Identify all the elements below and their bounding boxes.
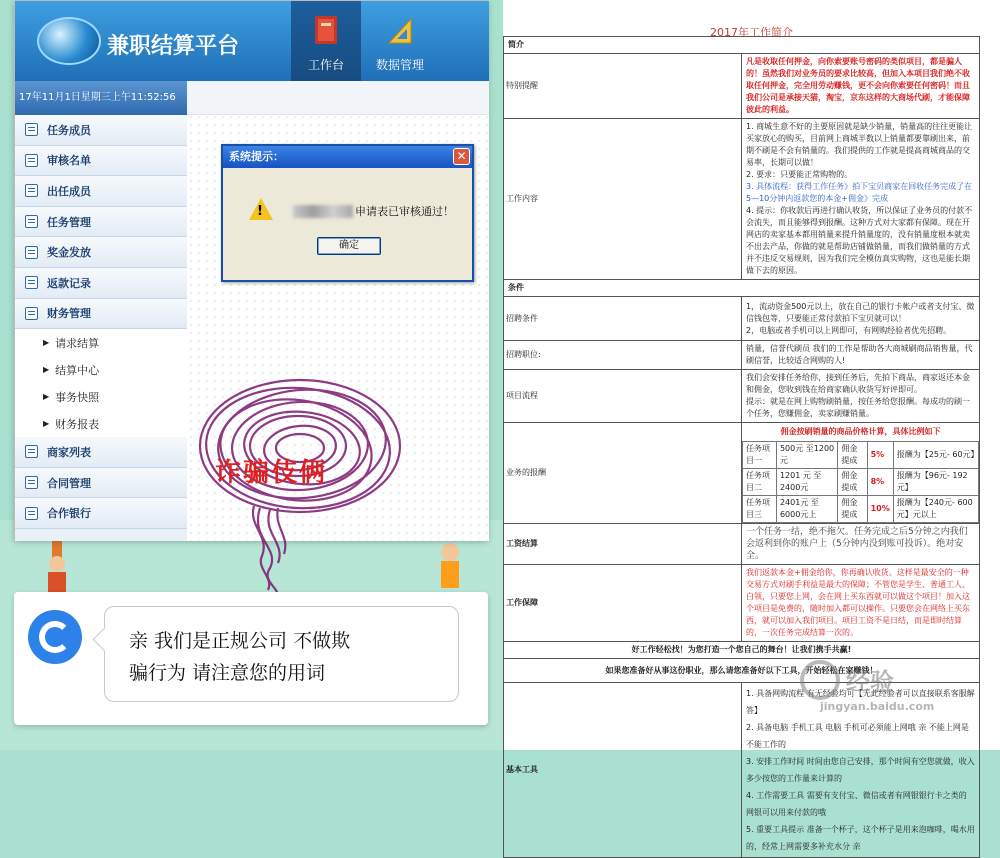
close-icon[interactable]: ✕ (453, 148, 470, 165)
work-content-p3: 3. 具体流程：获得工作任务》拍下宝贝商家在回收任务完成了在5—10分钟内返款您的本金+佣金》完成 (746, 182, 973, 203)
tab-workbench-label: 工作台 (307, 58, 344, 72)
dialog-title-text: 系统提示： (229, 150, 284, 163)
tool-3: 3. 安排工作时间 时间由您自己安排，那个时间有空您就做，收入多少按您的工作量来计算的 (746, 757, 975, 783)
sidebar-subitem-label: 结算中心 (55, 363, 100, 377)
sidebar-item-label: 出任成员 (47, 184, 91, 198)
sidebar-subitem-settlement-center[interactable] (15, 356, 187, 383)
watermark-logo-icon (800, 660, 840, 700)
table-row (504, 341, 980, 370)
process-2: 提示：就是在网上购物刷销量，按任务给您报酬。每成功的刷一个任务，您赚佣金，卖家刷赚销量。 (746, 397, 970, 418)
table-cell: 佣金提成 (838, 442, 867, 469)
calendar-icon (25, 246, 38, 259)
work-content-p2: 2. 要求：只要能正常购物的。 (746, 170, 853, 179)
edit-icon (25, 184, 38, 197)
row-label: 工作内容 (504, 119, 742, 280)
row-label: 招聘条件 (504, 297, 742, 341)
table-cell: 10% (867, 496, 893, 523)
section-heading: 简介 (504, 37, 980, 54)
dialog-title (223, 146, 472, 168)
chat-bubble (104, 606, 459, 702)
chat-line-2: 骗行为 请注意您的用词 (129, 662, 326, 684)
warning-icon-mark: ! (257, 204, 263, 219)
date-time-display: 17年11月1日星期三上午11:52:56 (15, 81, 187, 115)
requirement-1: 1，流动资金500元以上，放在自己的银行卡帐户或者支付宝、微信钱包等，只要能正常付款拍下宝贝就可以！ (746, 301, 975, 323)
table-row (504, 565, 980, 642)
calendar-icon (25, 276, 38, 289)
document-title: 2017年工作简介 (710, 26, 793, 39)
sidebar-subitem-label: 财务报表 (55, 417, 100, 431)
sidebar-subitem-label: 事务快照 (55, 390, 100, 404)
table-cell: 佣金提成 (838, 469, 867, 496)
sidebar-item-bonus-payout[interactable] (15, 237, 187, 268)
triangle-right-icon: ▶ (43, 338, 50, 348)
sidebar-item-label: 合作银行 (47, 507, 91, 521)
chat-icon (25, 154, 38, 167)
tab-data-management-label: 数据管理 (375, 58, 424, 72)
cartoon-figure-left (38, 540, 78, 592)
sidebar-item-partner-banks[interactable] (15, 498, 187, 529)
commission-table (742, 441, 979, 523)
sidebar-item-label: 财务管理 (47, 307, 91, 321)
row-label: 工资结算 (504, 524, 742, 565)
commission-row (743, 496, 979, 523)
baidu-jingyan-watermark (800, 654, 990, 724)
sidebar-subitem-snapshot[interactable] (15, 383, 187, 410)
table-row (504, 54, 980, 119)
table-row (504, 370, 980, 423)
table-row (504, 423, 980, 524)
section-heading: 条件 (504, 280, 980, 297)
tab-workbench[interactable] (291, 1, 361, 81)
sidebar-item-review-list[interactable] (15, 146, 187, 177)
sidebar-item-task-members[interactable] (15, 115, 187, 146)
table-row (504, 37, 980, 54)
edit-icon (25, 307, 38, 320)
ok-button[interactable]: 确定 (317, 237, 381, 255)
app-header (15, 1, 489, 81)
document-table (503, 36, 980, 858)
sidebar-item-contract-management[interactable] (15, 468, 187, 499)
position-text: 销量，信誉代刷员 我们的工作是帮助各大商城刷商品销售量，代刷信誉，比较适合网购的人! (742, 341, 980, 370)
chat-message-card (14, 592, 488, 725)
table-cell: 任务项目一 (743, 442, 777, 469)
table-row (504, 280, 980, 297)
redacted-name (293, 205, 353, 218)
table-cell: 8% (867, 469, 893, 496)
table-row (504, 297, 980, 341)
sidebar-item-label: 任务成员 (47, 123, 91, 137)
triangle-right-icon: ▶ (43, 365, 50, 375)
special-reminder-text: 凡是收取任何押金，向你索要账号密码的类似项目，都是骗人的！虽然我们对业务员的要求比较高，但加入本项目我们绝不收取任何押金，完全用劳动赚钱，更不会向你索要任何密码！而且我们公司是承接天猫，淘宝，京东这样的大商场代刷，才能保障彼此的利益。 (742, 54, 980, 119)
book-icon (313, 15, 339, 45)
sidebar-item-label: 奖金发放 (47, 246, 91, 260)
calendar-icon (25, 476, 38, 489)
table-row (504, 524, 980, 565)
watermark-url: jingyan.baidu.com (820, 700, 935, 713)
table-cell: 报酬为【96元- 192元】 (893, 469, 978, 496)
table-cell: 报酬为【240元- 600元】元以上 (893, 496, 978, 523)
table-cell: 5% (867, 442, 893, 469)
table-cell: 2401元 至 6000元上 (776, 496, 837, 523)
commission-heading: 佣金按刷销量的商品价格计算，具体比例如下 (780, 427, 941, 436)
row-label: 项目流程 (504, 370, 742, 423)
job-introduction-document (503, 0, 1000, 851)
list-icon (25, 123, 38, 136)
sidebar-item-label: 审核名单 (47, 154, 91, 168)
settlement-text: 一个任务一结，绝不拖欠。任务完成之后5分钟之内我们会返利到你的账户上（5分钟内没到账可投诉）。绝对安全。 (742, 524, 980, 565)
table-cell: 500元 至1200元 (776, 442, 837, 469)
content-toolbar (187, 81, 489, 115)
sidebar-item-label: 合同管理 (47, 476, 91, 490)
sidebar-subitem-request-settlement[interactable] (15, 329, 187, 356)
sidebar-subitem-financial-report[interactable] (15, 410, 187, 437)
cartoon-figure-right (430, 540, 470, 588)
sidebar-item-label: 返款记录 (47, 276, 91, 290)
table-row (504, 119, 980, 280)
sidebar-item-finance-management[interactable] (15, 299, 187, 330)
commission-row (743, 469, 979, 496)
table-cell: 1201 元 至2400元 (776, 469, 837, 496)
chat-app-logo-icon (28, 610, 82, 664)
commission-row (743, 442, 979, 469)
row-label: 基本工具 (504, 683, 742, 858)
sidebar-subitem-label: 请求结算 (55, 336, 100, 350)
tool-2: 2. 具备电脑 手机工具 电脑 手机可必须能上网哦 亲 不能上网是不能工作的 (746, 723, 969, 749)
table-cell: 佣金提成 (838, 496, 867, 523)
sidebar-item-label: 任务管理 (47, 215, 91, 229)
tool-4: 4. 工作需要工具 需要有支付宝、微信或者有网银银行卡之类的 网银可以用来付款的哦 (746, 791, 967, 817)
sidebar-item-task-management[interactable] (15, 207, 187, 238)
platform-logo (37, 17, 101, 65)
work-content-p4: 4. 提示：你收款后再进行确认收货，所以保证了业务员的付款不会流失，而且能够得到报酬。这种方式对大家都有保障。现在开网店的卖家基本都用销量来提升销量度的，没有销量度根本就卖不出去产品，你做的就是帮助店铺做销量，而我们做销量的方式并不违反交易规则，因为我们完全模仿真实购物，这也是能长期做下去的原因。 (746, 206, 973, 275)
slogan-1: 好工作轻松找！为您打造一个您自己的舞台！让我们携手共赢! (504, 642, 980, 659)
sidebar-item-refund-records[interactable] (15, 268, 187, 299)
triangle-right-icon: ▶ (43, 392, 50, 402)
process-1: 我们会安排任务给你，接到任务后，先拍下商品，商家返还本金和佣金，您收到钱在给商家确认收货写好评即可。 (746, 373, 970, 394)
scam-trick-label: 诈骗伎俩 (215, 458, 328, 488)
sidebar-item-label: 商家列表 (47, 445, 91, 459)
row-label: 特别提醒 (504, 54, 742, 119)
list-icon (25, 215, 38, 228)
requirement-2: 2，电脑或者手机可以上网即可，有网购经验者优先招聘。 (746, 325, 952, 335)
tool-1: 1. 具备网购流程 有无经验均可【无此经验者可以直接联系客服解答】 (746, 689, 975, 715)
sidebar (15, 115, 187, 541)
row-label: 招聘职位: (504, 341, 742, 370)
sidebar-item-assigned-members[interactable] (15, 176, 187, 207)
dialog-message: 申请表已审核通过！ (355, 205, 454, 218)
row-label: 工作保障 (504, 565, 742, 642)
tool-5: 5. 重要工具提示 准备一个杯子，这个杯子是用来泡咖啡，喝水用的，经常上网需要多补充水分 亲 (746, 825, 975, 851)
work-content-p1: 1. 商城生意不好的主要原因就是缺少销量，销量高的往往更能让买家放心的购买，目前网上商城半数以上销量都要靠刷出来，前期不刷是不会有销量的。我们提供的工作就是提高商城商品的交易率，长期可以做！ (746, 122, 973, 167)
slogan-2: 如果您准备好从事这份职业，那么请您准备好以下工具，开始轻松在家赚钱！ (504, 659, 980, 683)
system-alert-dialog (221, 144, 474, 282)
chat-line-1: 亲 我们是正规公司 不做欺 (129, 630, 351, 652)
tab-data-management[interactable] (365, 1, 435, 81)
triangle-right-icon: ▶ (43, 419, 50, 429)
watermark-text: 经验 (846, 668, 894, 696)
sidebar-item-merchant-list[interactable] (15, 437, 187, 468)
guarantee-text: 我们返款本金+佣金给你，你再确认收货。这样是最安全的一种交易方式对刷手利益是最大的保障；不管您是学生、普通工人、白领，只要您上网，会在网上买东西就可以做这个项目！加入这个项目是免费的，随时加入都可以操作。只要您会在网络上买东西，就可以加入我们项目。项目工资不是日结，而是即时结算的，一次任务完成结算一次的。 (742, 565, 980, 642)
calendar-icon (25, 445, 38, 458)
table-cell: 报酬为【25元- 60元】 (893, 442, 978, 469)
table-cell: 任务项目二 (743, 469, 777, 496)
app-title: 兼职结算平台 (107, 34, 240, 59)
table-cell: 任务项目三 (743, 496, 777, 523)
ruler-triangle-icon (387, 15, 413, 45)
calendar-icon (25, 507, 38, 520)
row-label: 业务的报酬 (504, 423, 742, 524)
